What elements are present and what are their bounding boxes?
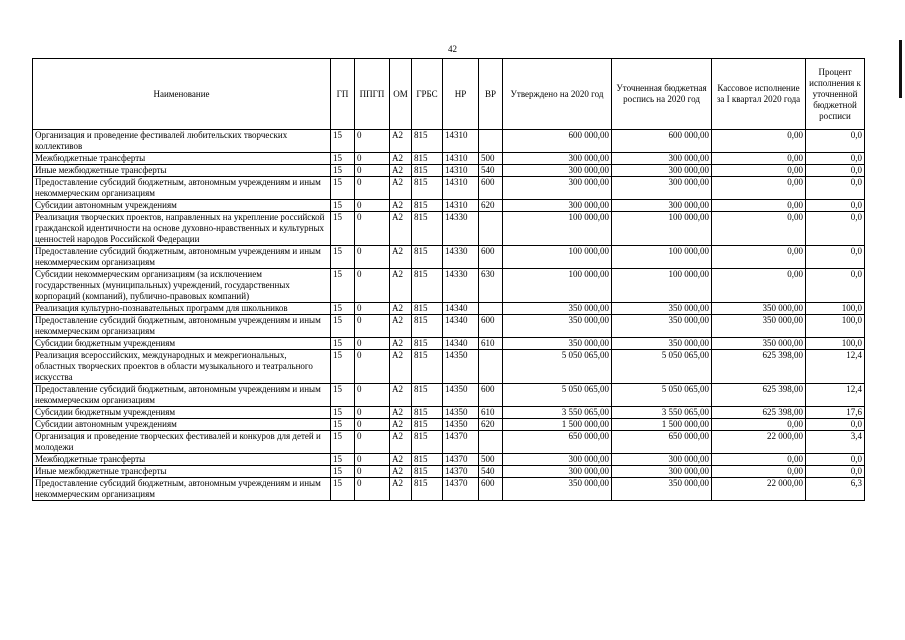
cell-nr: 14330: [443, 212, 479, 246]
cell-percent: 0,0: [806, 269, 865, 303]
cell-grbs: 815: [412, 407, 443, 419]
cell-om: А2: [390, 200, 412, 212]
cell-name: Предоставление субсидий бюджетным, автономным учреждениям и иным некоммерческим организациям: [33, 246, 331, 269]
cell-name: Реализация творческих проектов, направленных на укрепление российской гражданской идентичности на основе духовно-нравственных и культурных ценностей народов Российской Федерации: [33, 212, 331, 246]
cell-cash: 0,00: [712, 212, 806, 246]
cell-cash: 0,00: [712, 246, 806, 269]
cell-nr: 14310: [443, 177, 479, 200]
cell-percent: 12,4: [806, 384, 865, 407]
cell-grbs: 815: [412, 165, 443, 177]
cell-refined: 600 000,00: [612, 130, 712, 153]
cell-gp: 15: [331, 177, 355, 200]
budget-table: [32, 58, 865, 501]
cell-refined: 5 050 065,00: [612, 384, 712, 407]
cell-vr: 610: [479, 407, 503, 419]
cell-vr: 540: [479, 165, 503, 177]
table-row: [33, 303, 865, 315]
cell-nr: 14340: [443, 315, 479, 338]
cell-approved: 600 000,00: [503, 130, 612, 153]
cell-refined: 1 500 000,00: [612, 419, 712, 431]
cell-nr: 14370: [443, 454, 479, 466]
cell-refined: 300 000,00: [612, 153, 712, 165]
cell-cash: 22 000,00: [712, 431, 806, 454]
cell-refined: 100 000,00: [612, 269, 712, 303]
cell-refined: 100 000,00: [612, 212, 712, 246]
header-grbs: ГРБС: [412, 59, 443, 130]
cell-nr: 14310: [443, 130, 479, 153]
cell-name: Предоставление субсидий бюджетным, автономным учреждениям и иным некоммерческим организациям: [33, 384, 331, 407]
cell-vr: 600: [479, 384, 503, 407]
cell-name: Субсидии автономным учреждениям: [33, 200, 331, 212]
cell-name: Субсидии бюджетным учреждениям: [33, 338, 331, 350]
cell-ppgp: 0: [355, 431, 390, 454]
cell-cash: 625 398,00: [712, 407, 806, 419]
cell-percent: 0,0: [806, 419, 865, 431]
cell-name: Субсидии некоммерческим организациям (за исключением государственных (муниципальных) учреждений, государственных корпораций (компаний), публично-правовых компаний): [33, 269, 331, 303]
cell-refined: 5 050 065,00: [612, 350, 712, 384]
cell-cash: 625 398,00: [712, 350, 806, 384]
table-row: [33, 466, 865, 478]
cell-ppgp: 0: [355, 177, 390, 200]
cell-om: А2: [390, 338, 412, 350]
cell-refined: 300 000,00: [612, 454, 712, 466]
header-gp: ГП: [331, 59, 355, 130]
cell-percent: 0,0: [806, 153, 865, 165]
cell-vr: 600: [479, 177, 503, 200]
cell-percent: 100,0: [806, 303, 865, 315]
cell-ppgp: 0: [355, 130, 390, 153]
cell-percent: 6,3: [806, 478, 865, 501]
cell-approved: 300 000,00: [503, 177, 612, 200]
table-header: [33, 59, 865, 130]
cell-grbs: 815: [412, 384, 443, 407]
cell-ppgp: 0: [355, 200, 390, 212]
cell-percent: 0,0: [806, 165, 865, 177]
cell-refined: 300 000,00: [612, 165, 712, 177]
table-row: [33, 200, 865, 212]
table-row: [33, 165, 865, 177]
cell-om: А2: [390, 303, 412, 315]
cell-percent: 0,0: [806, 177, 865, 200]
cell-percent: 12,4: [806, 350, 865, 384]
cell-nr: 14370: [443, 431, 479, 454]
cell-cash: 0,00: [712, 454, 806, 466]
cell-gp: 15: [331, 212, 355, 246]
cell-ppgp: 0: [355, 338, 390, 350]
cell-om: А2: [390, 478, 412, 501]
cell-grbs: 815: [412, 200, 443, 212]
cell-nr: 14350: [443, 384, 479, 407]
cell-refined: 350 000,00: [612, 303, 712, 315]
cell-name: Межбюджетные трансферты: [33, 454, 331, 466]
cell-vr: [479, 350, 503, 384]
cell-cash: 0,00: [712, 130, 806, 153]
cell-nr: 14330: [443, 269, 479, 303]
cell-vr: 620: [479, 200, 503, 212]
cell-grbs: 815: [412, 269, 443, 303]
cell-vr: 600: [479, 246, 503, 269]
cell-percent: 0,0: [806, 130, 865, 153]
cell-approved: 300 000,00: [503, 466, 612, 478]
cell-ppgp: 0: [355, 407, 390, 419]
cell-nr: 14310: [443, 165, 479, 177]
cell-name: Реализация культурно-познавательных программ для школьников: [33, 303, 331, 315]
cell-approved: 5 050 065,00: [503, 350, 612, 384]
cell-percent: 0,0: [806, 212, 865, 246]
cell-cash: 350 000,00: [712, 315, 806, 338]
cell-approved: 350 000,00: [503, 338, 612, 350]
table-row: [33, 153, 865, 165]
cell-percent: 0,0: [806, 246, 865, 269]
cell-approved: 3 550 065,00: [503, 407, 612, 419]
header-vr: ВР: [479, 59, 503, 130]
cell-grbs: 815: [412, 338, 443, 350]
table-row: [33, 454, 865, 466]
cell-gp: 15: [331, 419, 355, 431]
cell-nr: 14330: [443, 246, 479, 269]
cell-ppgp: 0: [355, 419, 390, 431]
cell-gp: 15: [331, 269, 355, 303]
cell-name: Организация и проведение творческих фестивалей и конкуров для детей и молодежи: [33, 431, 331, 454]
cell-om: А2: [390, 177, 412, 200]
cell-approved: 350 000,00: [503, 315, 612, 338]
cell-percent: 3,4: [806, 431, 865, 454]
table-row: [33, 315, 865, 338]
cell-name: Реализация всероссийских, международных и межрегиональных, областных творческих проектов в области музыкального и театрального искусства: [33, 350, 331, 384]
cell-nr: 14370: [443, 478, 479, 501]
cell-approved: 300 000,00: [503, 454, 612, 466]
cell-vr: 610: [479, 338, 503, 350]
cell-ppgp: 0: [355, 165, 390, 177]
cell-om: А2: [390, 384, 412, 407]
header-percent: Процент исполнения к уточненной бюджетной росписи: [806, 59, 865, 130]
cell-approved: 350 000,00: [503, 478, 612, 501]
cell-name: Предоставление субсидий бюджетным, автономным учреждениям и иным некоммерческим организациям: [33, 478, 331, 501]
cell-grbs: 815: [412, 350, 443, 384]
cell-vr: 600: [479, 478, 503, 501]
cell-name: Иные межбюджетные трансферты: [33, 165, 331, 177]
cell-vr: [479, 303, 503, 315]
cell-om: А2: [390, 466, 412, 478]
cell-gp: 15: [331, 153, 355, 165]
table-row: [33, 407, 865, 419]
cell-vr: [479, 212, 503, 246]
cell-ppgp: 0: [355, 478, 390, 501]
cell-cash: 0,00: [712, 200, 806, 212]
cell-om: А2: [390, 350, 412, 384]
cell-name: Организация и проведение фестивалей любительских творческих коллективов: [33, 130, 331, 153]
cell-ppgp: 0: [355, 269, 390, 303]
cell-approved: 100 000,00: [503, 212, 612, 246]
cell-ppgp: 0: [355, 246, 390, 269]
cell-ppgp: 0: [355, 384, 390, 407]
cell-approved: 100 000,00: [503, 246, 612, 269]
cell-vr: 600: [479, 315, 503, 338]
cell-gp: 15: [331, 478, 355, 501]
table-row: [33, 130, 865, 153]
header-cash: Кассовое исполнение за I квартал 2020 года: [712, 59, 806, 130]
cell-nr: 14310: [443, 200, 479, 212]
cell-nr: 14350: [443, 407, 479, 419]
cell-nr: 14350: [443, 350, 479, 384]
cell-refined: 350 000,00: [612, 338, 712, 350]
cell-om: А2: [390, 269, 412, 303]
cell-grbs: 815: [412, 303, 443, 315]
cell-cash: 0,00: [712, 269, 806, 303]
cell-nr: 14350: [443, 419, 479, 431]
cell-approved: 300 000,00: [503, 200, 612, 212]
cell-percent: 100,0: [806, 315, 865, 338]
table-row: [33, 177, 865, 200]
cell-om: А2: [390, 419, 412, 431]
header-row: [33, 59, 865, 130]
cell-grbs: 815: [412, 478, 443, 501]
header-nr: НР: [443, 59, 479, 130]
cell-om: А2: [390, 454, 412, 466]
cell-percent: 17,6: [806, 407, 865, 419]
cell-grbs: 815: [412, 466, 443, 478]
cell-name: Субсидии автономным учреждениям: [33, 419, 331, 431]
cell-name: Иные межбюджетные трансферты: [33, 466, 331, 478]
cell-gp: 15: [331, 350, 355, 384]
cell-nr: 14310: [443, 153, 479, 165]
table-row: [33, 419, 865, 431]
cell-cash: 0,00: [712, 419, 806, 431]
cell-vr: 630: [479, 269, 503, 303]
cell-cash: 0,00: [712, 466, 806, 478]
header-refined: Уточненная бюджетная роспись на 2020 год: [612, 59, 712, 130]
cell-name: Субсидии бюджетным учреждениям: [33, 407, 331, 419]
cell-vr: 620: [479, 419, 503, 431]
cell-gp: 15: [331, 246, 355, 269]
table-row: [33, 478, 865, 501]
cell-gp: 15: [331, 407, 355, 419]
scan-edge-mark: [899, 40, 902, 98]
cell-vr: 500: [479, 454, 503, 466]
table-row: [33, 269, 865, 303]
cell-cash: 625 398,00: [712, 384, 806, 407]
header-ppgp: ППГП: [355, 59, 390, 130]
cell-om: А2: [390, 246, 412, 269]
cell-om: А2: [390, 315, 412, 338]
cell-cash: 0,00: [712, 153, 806, 165]
cell-nr: 14340: [443, 303, 479, 315]
cell-ppgp: 0: [355, 350, 390, 384]
table-body: [33, 130, 865, 501]
cell-refined: 650 000,00: [612, 431, 712, 454]
cell-name: Предоставление субсидий бюджетным, автономным учреждениям и иным некоммерческим организациям: [33, 315, 331, 338]
cell-cash: 0,00: [712, 177, 806, 200]
cell-approved: 650 000,00: [503, 431, 612, 454]
cell-refined: 100 000,00: [612, 246, 712, 269]
cell-gp: 15: [331, 454, 355, 466]
table-row: [33, 338, 865, 350]
cell-ppgp: 0: [355, 212, 390, 246]
cell-grbs: 815: [412, 454, 443, 466]
cell-name: Предоставление субсидий бюджетным, автономным учреждениям и иным некоммерческим организациям: [33, 177, 331, 200]
cell-refined: 300 000,00: [612, 177, 712, 200]
cell-grbs: 815: [412, 431, 443, 454]
table-row: [33, 246, 865, 269]
table-row: [33, 350, 865, 384]
cell-cash: 0,00: [712, 165, 806, 177]
cell-grbs: 815: [412, 315, 443, 338]
cell-refined: 300 000,00: [612, 200, 712, 212]
cell-cash: 22 000,00: [712, 478, 806, 501]
cell-om: А2: [390, 130, 412, 153]
cell-grbs: 815: [412, 212, 443, 246]
table-row: [33, 384, 865, 407]
page-number: 42: [448, 44, 457, 54]
cell-name: Межбюджетные трансферты: [33, 153, 331, 165]
cell-grbs: 815: [412, 419, 443, 431]
cell-om: А2: [390, 212, 412, 246]
cell-approved: 1 500 000,00: [503, 419, 612, 431]
cell-gp: 15: [331, 384, 355, 407]
cell-gp: 15: [331, 303, 355, 315]
cell-cash: 350 000,00: [712, 303, 806, 315]
header-name: Наименование: [33, 59, 331, 130]
cell-ppgp: 0: [355, 454, 390, 466]
cell-approved: 350 000,00: [503, 303, 612, 315]
cell-approved: 300 000,00: [503, 153, 612, 165]
cell-ppgp: 0: [355, 303, 390, 315]
cell-ppgp: 0: [355, 466, 390, 478]
cell-grbs: 815: [412, 177, 443, 200]
cell-gp: 15: [331, 130, 355, 153]
cell-approved: 300 000,00: [503, 165, 612, 177]
cell-gp: 15: [331, 200, 355, 212]
cell-gp: 15: [331, 165, 355, 177]
cell-percent: 0,0: [806, 466, 865, 478]
cell-grbs: 815: [412, 130, 443, 153]
cell-grbs: 815: [412, 246, 443, 269]
cell-vr: [479, 130, 503, 153]
cell-refined: 300 000,00: [612, 466, 712, 478]
cell-gp: 15: [331, 431, 355, 454]
cell-om: А2: [390, 165, 412, 177]
cell-om: А2: [390, 431, 412, 454]
table-row: [33, 431, 865, 454]
cell-om: А2: [390, 407, 412, 419]
cell-refined: 350 000,00: [612, 478, 712, 501]
cell-refined: 3 550 065,00: [612, 407, 712, 419]
cell-gp: 15: [331, 315, 355, 338]
cell-om: А2: [390, 153, 412, 165]
cell-gp: 15: [331, 466, 355, 478]
cell-percent: 0,0: [806, 200, 865, 212]
cell-cash: 350 000,00: [712, 338, 806, 350]
cell-approved: 5 050 065,00: [503, 384, 612, 407]
cell-gp: 15: [331, 338, 355, 350]
header-approved: Утверждено на 2020 год: [503, 59, 612, 130]
cell-grbs: 815: [412, 153, 443, 165]
cell-approved: 100 000,00: [503, 269, 612, 303]
cell-vr: 540: [479, 466, 503, 478]
cell-vr: [479, 431, 503, 454]
cell-percent: 100,0: [806, 338, 865, 350]
cell-ppgp: 0: [355, 315, 390, 338]
table-row: [33, 212, 865, 246]
cell-percent: 0,0: [806, 454, 865, 466]
header-om: ОМ: [390, 59, 412, 130]
cell-nr: 14370: [443, 466, 479, 478]
cell-refined: 350 000,00: [612, 315, 712, 338]
cell-vr: 500: [479, 153, 503, 165]
cell-ppgp: 0: [355, 153, 390, 165]
cell-nr: 14340: [443, 338, 479, 350]
